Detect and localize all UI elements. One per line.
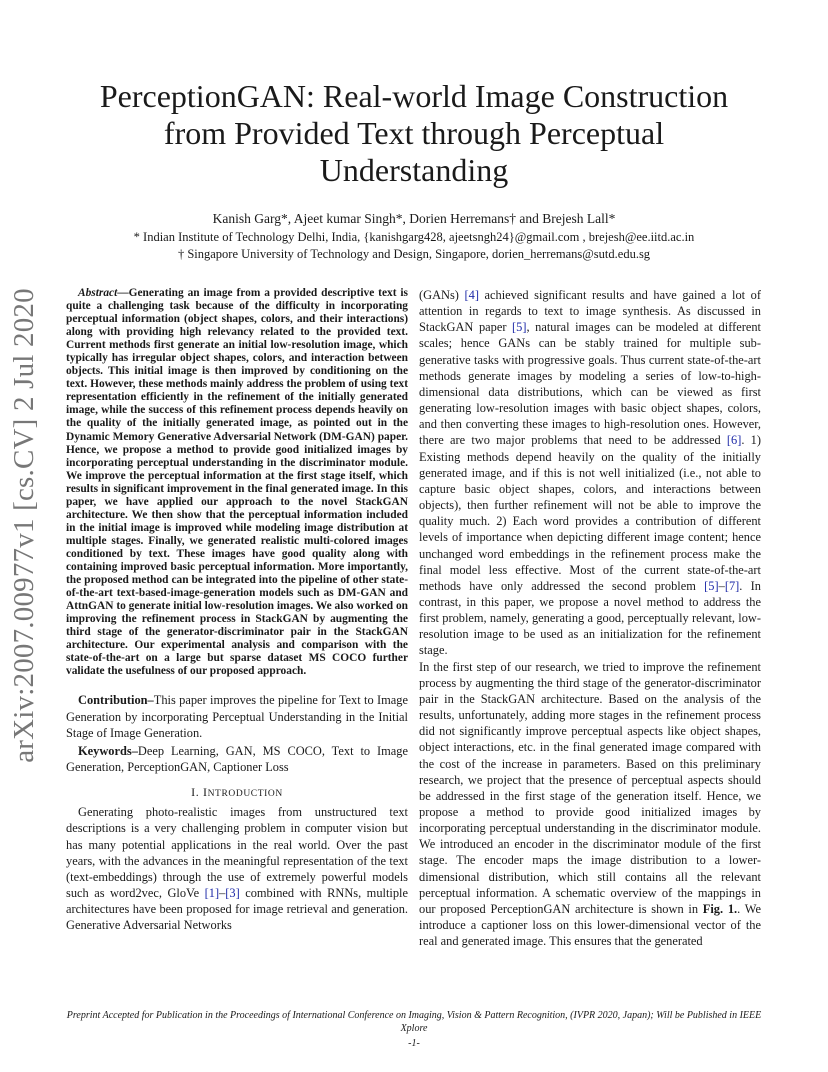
arxiv-identifier: arXiv:2007.00977v1 [cs.CV] 2 Jul 2020 xyxy=(7,287,40,763)
paper-title: PerceptionGAN: Real-world Image Construction from Provided Text through Perceptual Understanding xyxy=(99,78,729,188)
rc-text-c: , natural images can be modeled at different scales; hence GANs can be stably trained for multiple sub-generative tasks with progressive goals. Thus current state-of-the-art methods generate images by modeling a series of low-to-high-dimensional data distributions, which can be viewed as first generating low-resolution images with basic object shapes, colors, and then converting these images to high-resolution ones. However, there are two major problems that need to be addressed xyxy=(419,320,761,448)
contribution-label: Contribution– xyxy=(78,693,154,708)
section-heading-introduction xyxy=(66,785,408,800)
citation-4[interactable]: [4] xyxy=(464,288,479,302)
citation-3[interactable]: [3] xyxy=(225,885,240,900)
intro-text-b: combined with RNNs, multiple architectures have been proposed for image retrieval and generation. Generative Adversarial Networks xyxy=(66,885,408,933)
rc-text-a: (GANs) xyxy=(419,288,465,302)
page-number: -1- xyxy=(408,1038,420,1049)
citation-7[interactable]: [7] xyxy=(724,578,740,593)
section-numeral: I. xyxy=(191,785,200,800)
section-title-rest: NTRODUCTION xyxy=(207,789,283,800)
citation-5[interactable]: [5] xyxy=(512,320,527,335)
section-title-initial: I xyxy=(202,785,208,800)
keywords-label: Keywords– xyxy=(78,743,138,758)
citation-1[interactable]: [1] xyxy=(204,885,220,900)
rc-text-b: achieved significant results and have gained a lot of attention in regards to text to image synthesis. As discussed in StackGAN paper xyxy=(419,288,761,335)
preprint-footnote: Preprint Accepted for Publication in the Proceedings of International Conference on Imaging, Vision & Pattern Recognition, (IVPR 2020, Japan); Will be Published in IEEE Xplore xyxy=(66,1010,762,1034)
right-column xyxy=(419,287,761,949)
citation-6[interactable]: [6] xyxy=(726,433,742,448)
rc-text-d: . 1) Existing methods depend heavily on the quality of the initially generated image, and if this is not well initialized (i.e., not able to capture basic object shapes, colors, and interactions between objects), then further refinement will not be able to improve the quality much. 2) Each word provides a contribution of different levels of importance when depicting different image content; hence unchanged word embeddings in the refinement process make the final model less effective. Most of the current state-of-the-art methods have only addressed the second problem xyxy=(419,433,761,593)
research-step-paragraph xyxy=(419,659,761,950)
citation-5-second[interactable]: [5] xyxy=(704,578,719,593)
abstract-text: —Generating an image from a provided descriptive text is quite a challenging task because of the difficulty in incorporating perceptual information (object shapes, colors, and their interactions) along with providing high relevancy related to the provided text. Current methods first generate an initial low-resolution image, which typically has irregular object shapes, colors, and interaction between objects. This initial image is then improved by conditioning on the text. However, these methods mainly address the problem of using text representation efficiently in the refinement of the initially generated image, while the success of this refinement process depends heavily on the quality of the initially generated image, as pointed out in the Dynamic Memory Generative Adversarial Network (DM-GAN) paper. Hence, we propose a method to provide good initialized images by incorporating perceptual understanding in the discriminator module. We improve the perceptual information at the first stage itself, which results in significant improvement in the final generated image. In this paper, we have applied our approach to the novel StackGAN architecture. We then show that the perceptual information included in the initial image is improved while modeling image distribution at multiple stages. Finally, we generated realistic multi-colored images conditioned by text. These images have good quality along with containing improved basic perceptual information. More importantly, the proposed method can be integrated into the pipeline of other state-of-the-art text-based-image-generation models such as DM-GAN and AttnGAN to generate initial low-resolution images. We also worked on improving the refinement process in StackGAN by augmenting the third stage of the generator-discriminator pair in the StackGAN architecture. Our experimental analysis and comparison with the state-of-the-art on a large but sparse dataset MS COCO further validate the usefulness of our proposed approach. xyxy=(66,287,408,678)
author-list: Kanish Garg*, Ajeet kumar Singh*, Dorien Herremans† and Brejesh Lall* xyxy=(212,211,616,226)
left-column xyxy=(66,287,408,933)
abstract xyxy=(66,287,408,678)
abstract-label: Abstract xyxy=(78,287,118,299)
contribution-text: This paper improves the pipeline for Text to Image Generation by incorporating Perceptual Understanding in the Initial Stage of Image Generation. xyxy=(66,693,408,740)
citation-range-dash: – xyxy=(219,885,226,900)
arxiv-sidebar xyxy=(0,287,48,763)
affiliation-sutd: † Singapore University of Technology and Design, Singapore, dorien_herremans@sutd.edu.sg xyxy=(177,247,651,261)
figure-1-reference: Fig. 1. xyxy=(702,901,738,916)
contribution-statement xyxy=(66,692,408,740)
intro-continued-paragraph xyxy=(419,287,761,659)
intro-text-a: Generating photo-realistic images from unstructured text descriptions is a very challenging problem in computer vision but has many potential applications in the real world. Over the past years, with the advances in the meaningful representation of the text (text-embeddings) through the use of extremely powerful models such as word2vec, GloVe xyxy=(66,805,408,900)
intro-paragraph xyxy=(66,804,408,933)
affiliation-iit-delhi: * Indian Institute of Technology Delhi, India, {kanishgarg428, ajeetsngh24}@gmail.com , brejesh@ee.iitd.ac.in xyxy=(133,230,695,244)
keywords xyxy=(66,743,408,775)
rc-text-e: . In contrast, in this paper, we propose a novel method to address the first problem, namely, generating a good, perceptually relevant, low-resolution image to be used as an initialization for the refinement stage. xyxy=(419,578,761,658)
rc-text-f: In the first step of our research, we tried to improve the refinement process by augmenting the third stage of the generator-discriminator pair in the StackGAN architecture. Based on the analysis of the results, unfortunately, adding more stages in the refinement process did not significantly improve perceptual aspects like object shapes, object interactions, etc. in the final generated image compared with the cost of the increase in parameters. Based on this preliminary research, we project that the presence of perceptual aspects should be addressed in the first stage of the generation itself. Hence, we propose a method to provide good initialized images by incorporating perceptual understanding in the discriminator module. We introduced an encoder in the discriminator module of the first stage. The encoder maps the image distribution to a lower-dimensional distribution, which still contains all the relevant perceptual information. A schematic overview of the mappings in our proposed PerceptionGAN architecture is shown in xyxy=(419,659,761,916)
citation-range-dash-2: – xyxy=(718,578,725,593)
keywords-text: Deep Learning, GAN, MS COCO, Text to Image Generation, PerceptionGAN, Captioner Loss xyxy=(66,743,408,775)
rc-text-g: . We introduce a captioner loss on this lower-dimensional vector of the real and generated image. This ensures that the generated xyxy=(419,901,761,949)
